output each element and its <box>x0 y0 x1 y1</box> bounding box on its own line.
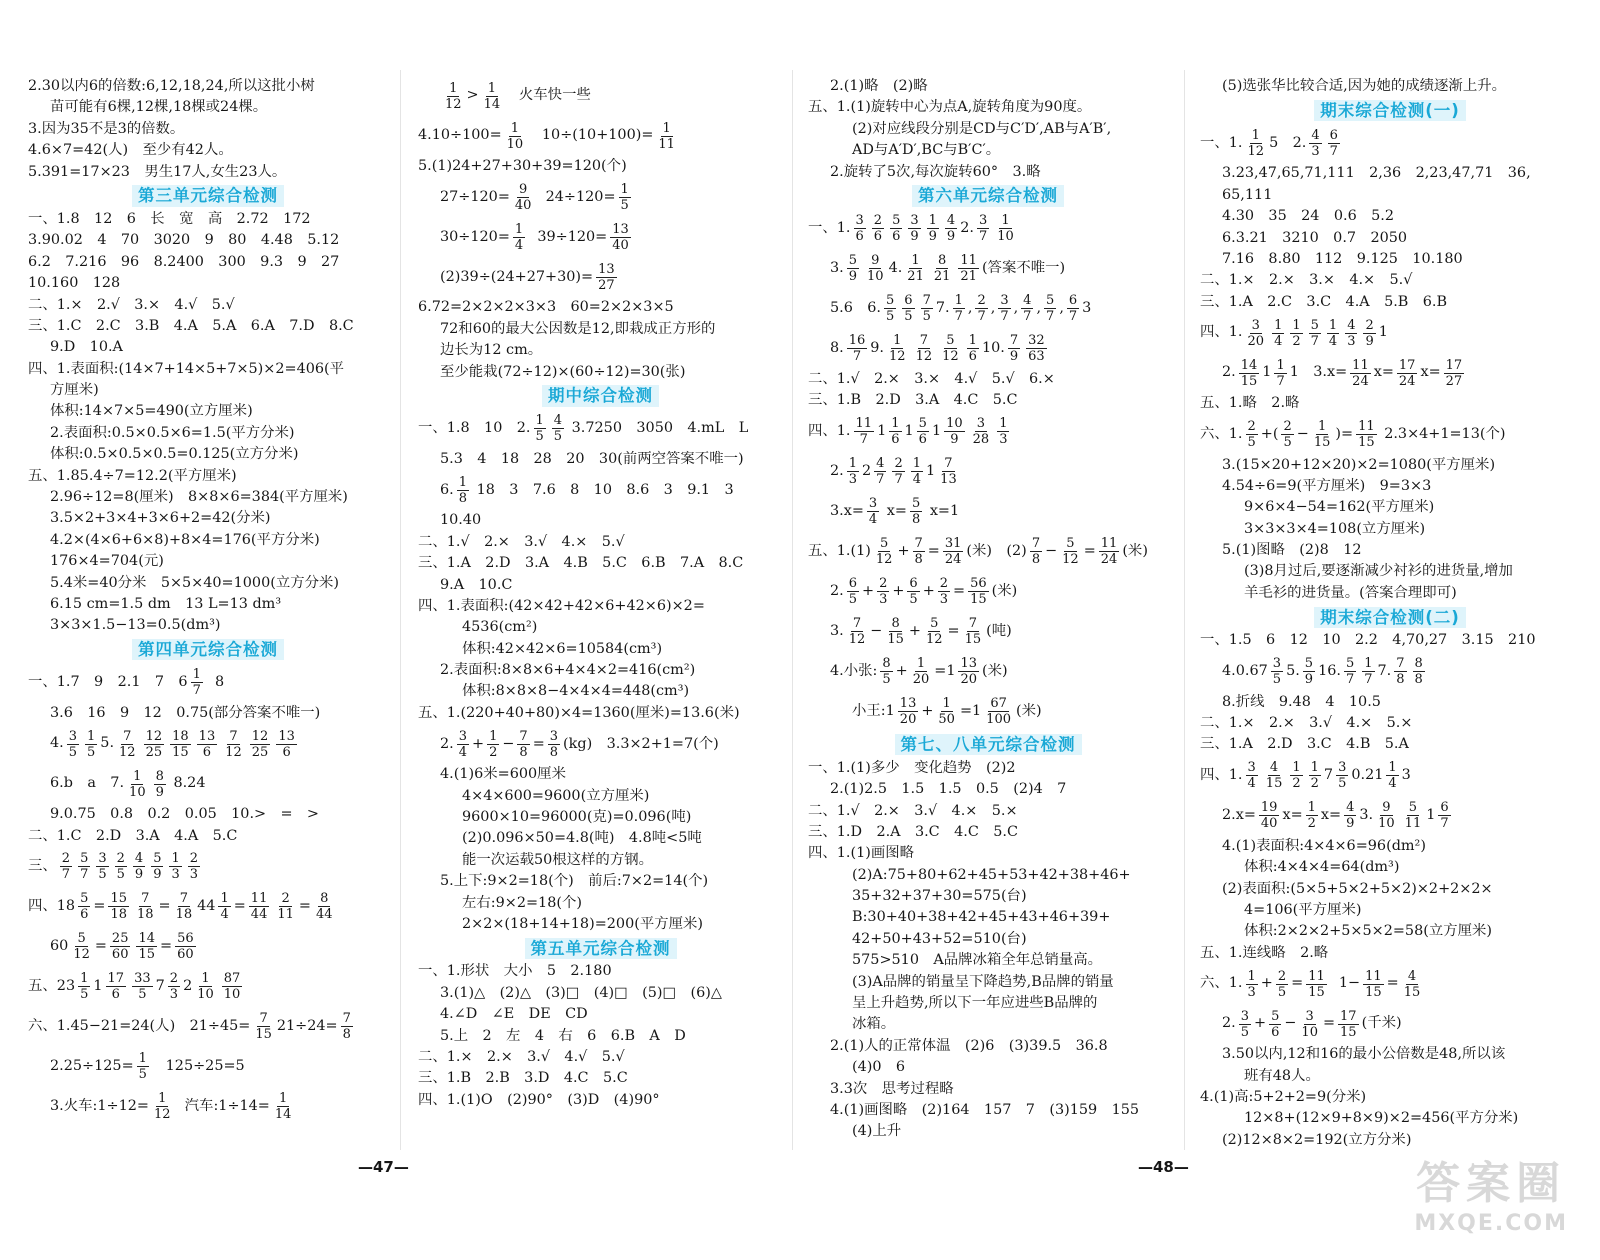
answer-line: 四、18 $\frac{5}{6}$ = $\frac{15}{18}$ $\frac{7}{18}$ = $\frac{7}{18}$ 44 $\frac{1}{4}$ = $\frac{11}{44}$ $\frac{2}{11}$ = $\frac{8}{44}$ <box>28 891 333 923</box>
answer-line: 6.72=2×2×2×3×3 60=2×2×3×5 <box>418 299 674 316</box>
answer-line: 6.2 7.216 96 8.2400 300 9.3 9 27 <box>28 253 340 270</box>
answer-line: 5.391=17×23 男生17人,女生23人。 <box>28 163 287 180</box>
answer-line: 3.23,47,65,71,111 2,36 2,23,47,71 36, <box>1222 165 1531 182</box>
answer-line: 2.x= $\frac{19}{40}$ x= $\frac{1}{2}$ x= $\frac{4}{9}$ 3. $\frac{9}{10}$ $\frac{5}{11}$ 1 $\frac{6}{7}$ <box>1222 800 1449 832</box>
answer-line: 3. $\frac{7}{12}$ − $\frac{8}{15}$ + $\frac{5}{12}$ = $\frac{7}{15}$ (吨) <box>830 616 1012 648</box>
answer-line: 10.160 128 <box>28 275 121 292</box>
answer-line: 3.5×2+3×4+3×6+2=42(分米) <box>50 510 271 527</box>
answer-line: 35+32+37+30=575(台) <box>852 888 1027 905</box>
answer-line: 4536(cm²) <box>462 619 538 636</box>
answer-line: 苗可能有6棵,12棵,18棵或24棵。 <box>50 99 268 116</box>
answer-line: 体积:14×7×5=490(立方厘米) <box>50 403 253 420</box>
answer-line: 五、1.85.4÷7=12.2(平方厘米) <box>28 467 237 484</box>
answer-line: 4.54÷6=9(平方厘米) 9=3×3 <box>1222 477 1432 494</box>
section-heading-final-1: 期末综合检测(一) <box>1314 100 1466 121</box>
answer-line: 四、1.表面积:(14×7+14×5+7×5)×2=406(平 <box>28 360 345 377</box>
answer-line: 4.(1)画图略 (2)164 157 7 (3)159 155 <box>830 1101 1140 1118</box>
answer-line: 2×2×(18+14+18)=200(平方厘米) <box>462 915 704 932</box>
answer-line: 2. $\frac{6}{5}$ + $\frac{2}{3}$ + $\frac{6}{5}$ + $\frac{2}{3}$ = $\frac{56}{15}$ (米) <box>830 576 1018 608</box>
answer-line: 3. $\frac{5}{9}$ $\frac{9}{10}$ 4. $\frac{1}{21}$ $\frac{8}{21}$ $\frac{11}{21}$ (答案不唯一) <box>830 253 1066 285</box>
answer-line: 9600×10=96000(克)=0.096(吨) <box>462 809 692 826</box>
answer-line: 体积:8×8×8−4×4×4=448(cm³) <box>462 683 690 700</box>
answer-line: 五、2 3 $\frac{1}{5}$ 1 $\frac{17}{6}$ $\frac{33}{5}$ 7 $\frac{2}{3}$ 2 $\frac{1}{10}$ $\frac{87}{10}$ <box>28 971 241 1003</box>
answer-line: 5.上下:9×2=18(个) 前后:7×2=14(个) <box>440 873 709 890</box>
answer-line: 8. $\frac{16}{7}$ 9. $\frac{1}{12}$ $\frac{7}{12}$ $\frac{5}{12}$ $\frac{1}{6}$ 10. $\frac{7}{9}$ $\frac{32}{63}$ <box>830 333 1045 365</box>
answer-line: 三、1.A 2.D 3.C 4.B 5.A <box>1200 736 1409 753</box>
answer-line: 三、1.A 2.C 3.C 4.A 5.B 6.B <box>1200 293 1448 310</box>
answer-line: (2)39÷(24+27+30)= $\frac{13}{27}$ <box>440 261 615 293</box>
fraction: $\frac{1}{7}$ <box>192 667 201 699</box>
answer-line: 二、1.√ 2.× 3.× 4.√ 5.√ 6.× <box>808 370 1055 387</box>
answer-line: 3×3×3×4=108(立方厘米) <box>1244 520 1426 537</box>
section-heading-unit3: 第三单元综合检测 <box>132 185 284 206</box>
answer-line: 2. $\frac{1}{3}$ 2 $\frac{4}{7}$ $\frac{2}{7}$ $\frac{1}{4}$ 1 $\frac{7}{13}$ <box>830 456 957 488</box>
answer-line: 4.∠D ∠E DE CD <box>440 1006 588 1023</box>
answer-line: 4.(1)高:5+2+2=9(分米) <box>1200 1088 1367 1105</box>
answer-line: 9.0.75 0.8 0.2 0.05 10.> = > <box>50 806 319 823</box>
answer-line: (3)8月过后,要逐渐减少衬衫的进货量,增加 <box>1244 563 1513 580</box>
answer-line: 3.90.02 4 70 3020 9 80 4.48 5.12 <box>28 232 340 249</box>
answer-line: (4)上升 <box>852 1123 902 1140</box>
answer-line: 2. $\frac{3}{5}$ + $\frac{5}{6}$ − $\frac{3}{10}$ = $\frac{17}{15}$ (千米) <box>1222 1008 1402 1040</box>
answer-column-4 <box>1200 76 1580 1151</box>
watermark-url: MXQE.COM <box>1414 1211 1568 1236</box>
answer-line: 2.(1)略 (2)略 <box>830 78 928 94</box>
answer-line: 2.96÷12=8(厘米) 8×8×6=384(平方厘米) <box>50 489 348 506</box>
answer-line: 2.(1)2.5 1.5 1.5 0.5 (2)4 7 <box>830 781 1067 798</box>
section-heading-final-2: 期末综合检测(二) <box>1314 607 1466 628</box>
answer-line: 一、1.8 10 2. $\frac{1}{5}$ $\frac{4}{5}$ 3.7250 3050 4.mL L <box>418 413 749 445</box>
answer-line: 4.30 35 24 0.6 5.2 <box>1222 208 1394 225</box>
answer-line: 4×4×600=9600(立方厘米) <box>462 787 650 804</box>
answer-line: 2. $\frac{14}{15}$ 1 $\frac{1}{7}$ 1 3.x= $\frac{11}{24}$ x= $\frac{17}{24}$ x= $\frac{17}{27}$ <box>1222 357 1463 389</box>
answer-line: 9.D 10.A <box>50 339 123 356</box>
answer-line: 3.(1)△ (2)△ (3)□ (4)□ (5)□ (6)△ <box>440 984 722 1001</box>
answer-line: 二、1.√ 2.× 3.√ 4.× 5.× <box>808 802 1018 819</box>
answer-line: 12×8+(12×9+8×9)×2=456(平方分米) <box>1244 1110 1519 1127</box>
answer-line: 4=106(平方厘米) <box>1244 901 1362 918</box>
answer-line: 五、1.(1) $\frac{5}{12}$ + $\frac{7}{8}$ = $\frac{31}{24}$ (米) (2) $\frac{7}{8}$ − $\frac{5}{12}$ = $\frac{11}{24}$ (米) <box>808 536 1148 568</box>
answer-line: $\frac{1}{12}$ > $\frac{1}{14}$ 火车快一些 <box>445 80 591 112</box>
answer-line: 8.折线 9.48 4 10.5 <box>1222 693 1381 710</box>
answer-line: 9.A 10.C <box>440 576 513 593</box>
answer-line: 体积:42×42×6=10584(cm³) <box>462 640 663 657</box>
answer-line: 六、1. $\frac{2}{5}$ +( $\frac{2}{5}$ − $\frac{1}{15}$ )= $\frac{11}{15}$ 2.3×4+1=13(个) <box>1200 419 1506 451</box>
answer-line: 三、1.A 2.D 3.A 4.B 5.C 6.B 7.A 8.C <box>418 555 744 572</box>
answer-line: 5.(1)图略 (2)8 12 <box>1222 542 1362 559</box>
answer-line: AD与A′D′,BC与B′C′。 <box>852 142 1001 159</box>
answer-line: 五、1.连线略 2.略 <box>1200 944 1329 961</box>
answer-line: 羊毛衫的进货量。(答案合理即可) <box>1244 584 1457 601</box>
answer-line: 一、1. $\frac{1}{12}$ 5 2. $\frac{4}{3}$ $\frac{6}{7}$ <box>1200 127 1338 159</box>
answer-line: 一、1.5 6 12 10 2.2 4,70,27 3.15 210 <box>1200 632 1536 649</box>
answer-line: 体积:0.5×0.5×0.5=0.125(立方分米) <box>50 446 299 463</box>
answer-line: 2.表面积:8×8×6+4×4×2=416(cm²) <box>440 662 696 679</box>
answer-line: 3.(15×20+12×20)×2=1080(平方厘米) <box>1222 456 1496 473</box>
answer-line: 2. $\frac{3}{4}$ + $\frac{1}{2}$ − $\frac{7}{8}$ = $\frac{3}{8}$ (kg) 3.3×2+1=7(个) <box>440 728 719 760</box>
answer-line: 二、1.× 2.× 3.√ 4.√ 5.√ <box>418 1048 625 1065</box>
answer-line: 边长为12 cm。 <box>440 342 543 359</box>
answer-line: 27÷120= $\frac{9}{40}$ 24÷120= $\frac{1}{5}$ <box>440 181 629 213</box>
answer-line: 一、1.(1)多少 变化趋势 (2)2 <box>808 759 1016 776</box>
answer-line: 能一次运载50根这样的方钢。 <box>462 851 653 868</box>
answer-line: 二、1.C 2.D 3.A 4.A 5.C <box>28 827 238 844</box>
section-heading-midterm: 期中综合检测 <box>542 385 659 406</box>
answer-line: (2)A:75+80+62+45+53+42+38+46+ <box>852 866 1131 883</box>
answer-column-3 <box>808 76 1168 1143</box>
answer-line: 30÷120= $\frac{1}{4}$ 39÷120= $\frac{13}{40}$ <box>440 221 629 253</box>
answer-line: 3×3×1.5−13=0.5(dm³) <box>50 617 221 634</box>
answer-line: 一、1.7 9 2.1 7 6 $\frac{1}{7}$ 8 <box>28 667 225 699</box>
answer-line: 四、1.(1)O (2)90° (3)D (4)90° <box>418 1091 660 1108</box>
answer-line: 6.15 cm=1.5 dm 13 L=13 dm³ <box>50 595 282 612</box>
answer-line: 五、1.略 2.略 <box>1200 395 1300 412</box>
answer-line: 3.因为35不是3的倍数。 <box>28 120 185 137</box>
answer-line: 四、1. $\frac{3}{4}$ $\frac{4}{15}$ $\frac{1}{2}$ $\frac{1}{2}$ 7 $\frac{3}{5}$ 0.21 $\frac{1}{4}$ 3 <box>1200 760 1411 792</box>
answer-line: 6.b a 7. $\frac{1}{10}$ $\frac{8}{9}$ 8.24 <box>50 768 206 800</box>
answer-line: 二、1.× 2.× 3.√ 4.× 5.× <box>1200 715 1413 732</box>
answer-line: 方厘米) <box>50 382 99 399</box>
answer-line: (5)选张华比较合适,因为她的成绩逐渐上升。 <box>1222 78 1506 94</box>
answer-line: 二、1.× 2.× 3.× 4.× 5.√ <box>1200 272 1413 289</box>
answer-line: 四、1. $\frac{11}{7}$ 1 $\frac{1}{6}$ 1 $\frac{5}{6}$ 1 $\frac{10}{9}$ $\frac{3}{28}$ $\frac{1}{3}$ <box>808 416 1008 448</box>
answer-line: 二、1.√ 2.× 3.√ 4.× 5.√ <box>418 533 625 550</box>
section-heading-unit5: 第五单元综合检测 <box>525 938 677 959</box>
answer-line: 5.(1)24+27+30+39=120(个) <box>418 158 627 174</box>
answer-line: 5.4米=40分米 5×5×40=1000(立方分米) <box>50 574 340 591</box>
answer-line: 72和60的最大公因数是12,即栽成正方形的 <box>440 320 716 337</box>
answer-line: 班有48人。 <box>1244 1067 1320 1084</box>
section-heading-unit7-8: 第七、八单元综合检测 <box>895 734 1082 755</box>
answer-line: B:30+40+38+42+45+43+46+39+ <box>852 909 1111 926</box>
answer-line: 3.x= $\frac{3}{4}$ x= $\frac{5}{8}$ x=1 <box>830 496 960 528</box>
answer-line: 7.16 8.80 112 9.125 10.180 <box>1222 250 1463 267</box>
answer-line: 65,111 <box>1222 186 1273 203</box>
page-number-right: —48— <box>1138 1158 1189 1176</box>
answer-column-2 <box>418 76 783 1111</box>
answer-line: 3.6 16 9 12 0.75(部分答案不唯一) <box>50 704 321 721</box>
answer-line: 冰箱。 <box>852 1016 896 1033</box>
answer-line: 一、1.8 12 6 长 宽 高 2.72 172 <box>28 210 311 227</box>
answer-line: (2)表面积:(5×5+5×2+5×2)×2+2×2× <box>1222 880 1493 897</box>
answer-line: 一、1.形状 大小 5 2.180 <box>418 963 612 980</box>
answer-line: 6.3.21 3210 0.7 2050 <box>1222 229 1408 246</box>
answer-line: 3.3次 思考过程略 <box>830 1080 954 1097</box>
answer-line: (2)0.096×50=4.8(吨) 4.8吨<5吨 <box>462 830 702 847</box>
answer-line: 6. $\frac{1}{8}$ 18 3 7.6 8 10 8.6 3 9.1 3 <box>440 474 734 506</box>
answer-line: 三、1.B 2.D 3.A 4.C 5.C <box>808 392 1018 409</box>
answer-line: 3.火车:1÷12= $\frac{1}{12}$ 汽车:1÷14= $\frac{1}{14}$ <box>50 1091 292 1123</box>
answer-line: 六、1.45−21=24(人) 21÷45= $\frac{7}{15}$ 21÷24= $\frac{7}{8}$ <box>28 1011 351 1043</box>
answer-line: 10.40 <box>440 512 482 529</box>
answer-line: 4.(1)表面积:4×4×6=96(dm²) <box>1222 837 1426 854</box>
answer-line: (2)对应线段分别是CD与C′D′,AB与A′B′, <box>852 120 1112 137</box>
watermark-text: 答案圈 <box>1416 1158 1567 1209</box>
answer-line: 575>510 A品牌冰箱全年总销量高。 <box>852 952 1103 969</box>
watermark-logo <box>1414 1147 1568 1236</box>
answer-line: 左右:9×2=18(个) <box>462 894 582 911</box>
section-heading-unit4: 第四单元综合检测 <box>132 639 284 660</box>
answer-line: 四、1. $\frac{3}{20}$ $\frac{1}{4}$ $\frac{1}{2}$ $\frac{5}{7}$ $\frac{1}{4}$ $\frac{4}{3}$ $\frac{2}{9}$ 1 <box>1200 317 1388 349</box>
answer-line: 4. $\frac{3}{5}$ $\frac{1}{5}$ 5. $\frac{7}{12}$ $\frac{12}{25}$ $\frac{18}{15}$ $\frac{13}{6}$ $\frac{7}{12}$ $\frac{12}{25}$ $\frac{13}{6}$ <box>50 728 295 760</box>
answer-line: 四、1.表面积:(42×42+42×6+42×6)×2= <box>418 597 705 614</box>
answer-line: 4.0.67 $\frac{3}{5}$ 5. $\frac{5}{9}$ 1 6. $\frac{5}{7}$ $\frac{1}{7}$ 7. $\frac{7}{8}$ $\frac{8}{8}$ <box>1222 656 1423 688</box>
answer-line: 42+50+43+52=510(台) <box>852 930 1027 947</box>
answer-line: 4.6×7=42(人) 至少有42人。 <box>28 142 233 159</box>
answer-line: 三、1.C 2.C 3.B 4.A 5.A 6.A 7.D 8.C <box>28 317 354 334</box>
answer-line: 三、 $\frac{2}{7}$ $\frac{5}{7}$ $\frac{3}{5}$ $\frac{2}{5}$ $\frac{4}{9}$ $\frac{5}{9}$ $\frac{1}{3}$ $\frac{2}{3}$ <box>28 851 199 883</box>
answer-line: 2.(1)人的正常体温 (2)6 (3)39.5 36.8 <box>830 1037 1108 1054</box>
answer-line: (2)12×8×2=192(立方分米) <box>1222 1131 1412 1148</box>
answer-line: 3.50以内,12和16的最小公倍数是48,所以该 <box>1222 1046 1506 1063</box>
answer-line: 5.3 4 18 28 20 30(前两空答案不唯一) <box>440 450 744 467</box>
answer-line: 5.6 6. $\frac{5}{5}$ $\frac{6}{5}$ $\frac{7}{5}$ 7. $\frac{1}{7}$ , $\frac{2}{7}$ , $\frac{3}{7}$ , $\frac{4}{7}$ , $\frac{5}{7}$ , $\frac{6}{7}$ 3 <box>830 293 1092 325</box>
answer-line: 60 $\frac{5}{12}$ = $\frac{25}{60}$ $\frac{14}{15}$ = $\frac{56}{60}$ <box>50 931 194 963</box>
page-number-left: —47— <box>358 1158 409 1176</box>
answer-line: (3)A品牌的销量呈下降趋势,B品牌的销量 <box>852 973 1114 990</box>
answer-line: 五、1.(1)旋转中心为点A,旋转角度为90度。 <box>808 99 1092 116</box>
answer-line: 二、1.× 2.√ 3.× 4.√ 5.√ <box>28 296 235 313</box>
answer-line: 呈上升趋势,所以下一年应进些B品牌的 <box>852 995 1098 1012</box>
answer-line: 小王:1 $\frac{13}{20}$ + $\frac{1}{50}$ =1 $\frac{67}{100}$ (米) <box>852 696 1042 728</box>
answer-line: 体积:2×2×2+5×5×2=58(立方厘米) <box>1244 923 1493 940</box>
answer-line: 2.30以内6的倍数:6,12,18,24,所以这批小树 <box>28 78 315 94</box>
answer-line: 176×4=704(元) <box>50 553 164 570</box>
answer-column-1 <box>28 76 388 1127</box>
answer-line: 2.表面积:0.5×0.5×6=1.5(平方分米) <box>50 424 295 441</box>
answer-line: 4.2×(4×6+6×8)+8×4=176(平方分米) <box>50 531 320 548</box>
answer-line: 三、1.D 2.A 3.C 4.C 5.C <box>808 823 1018 840</box>
answer-line: 体积:4×4×4=64(dm³) <box>1244 859 1400 876</box>
answer-line: 9×6×4−54=162(平方厘米) <box>1244 499 1435 516</box>
answer-line: 六、1. $\frac{1}{3}$ + $\frac{2}{5}$ = $\frac{11}{15}$ 1− $\frac{11}{15}$ = $\frac{4}{15}$ <box>1200 968 1421 1000</box>
answer-line: 4.(1)6米=600厘米 <box>440 766 566 783</box>
answer-line: 五、1.(220+40+80)×4=1360(厘米)=13.6(米) <box>418 704 740 721</box>
answer-line: (4)0 6 <box>852 1059 906 1076</box>
answer-line: 4.小张: $\frac{8}{5}$ + $\frac{1}{20}$ =1 $\frac{13}{20}$ (米) <box>830 656 1008 688</box>
answer-line: 四、1.(1)画图略 <box>808 845 915 862</box>
answer-line: 三、1.B 2.B 3.D 4.C 5.C <box>418 1070 628 1087</box>
answer-line: 2.25÷125= $\frac{1}{5}$ 125÷25=5 <box>50 1051 245 1083</box>
answer-line: 至少能栽(72÷12)×(60÷12)=30(张) <box>440 363 686 380</box>
answer-line: 2.旋转了5次,每次旋转60° 3.略 <box>830 163 1041 180</box>
section-heading-unit6: 第六单元综合检测 <box>912 185 1064 206</box>
answer-line: 5.上 2 左 4 右 6 6.B A D <box>440 1027 686 1044</box>
answer-line: 4.10÷100= $\frac{1}{10}$ 10÷(10+100)= $\frac{1}{11}$ <box>418 120 675 152</box>
answer-line: 一、1. $\frac{3}{6}$ $\frac{2}{6}$ $\frac{5}{6}$ $\frac{3}{9}$ $\frac{1}{9}$ $\frac{4}{9}$ 2. $\frac{3}{7}$ $\frac{1}{10}$ <box>808 213 1014 245</box>
